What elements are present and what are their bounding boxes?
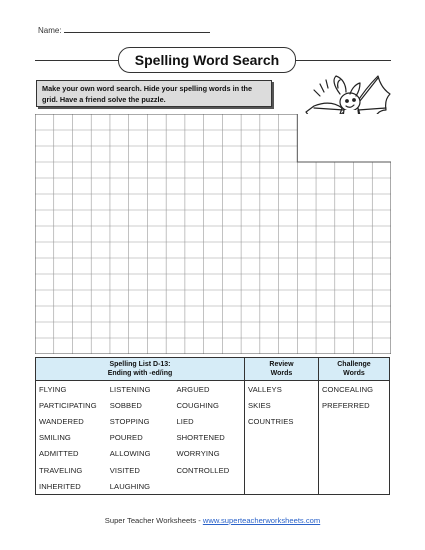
word-cell [244, 446, 318, 462]
word-cell: PREFERRED [318, 397, 389, 413]
word-cell: VISITED [109, 465, 140, 475]
name-field[interactable] [38, 25, 210, 35]
word-cell: POURED [109, 433, 143, 443]
table-row [36, 462, 390, 478]
word-cell: INHERITED [36, 478, 107, 495]
word-cell: STOPPING [109, 416, 150, 426]
word-cell: VALLEYS [244, 381, 318, 398]
word-cell: COUGHING [176, 400, 220, 410]
word-cell: CONTROLLED [176, 465, 230, 475]
name-line[interactable] [64, 25, 210, 33]
word-cell: LAUGHING [107, 478, 174, 495]
spelling-word-table [35, 357, 390, 495]
word-search-grid[interactable] [35, 114, 391, 354]
word-cell [318, 446, 389, 462]
page-title: Spelling Word Search [118, 47, 296, 73]
footer [0, 516, 425, 525]
word-cell [244, 430, 318, 446]
table-row [36, 446, 390, 462]
footer-text: Super Teacher Worksheets - [104, 516, 203, 525]
word-cell: CONCEALING [318, 381, 389, 398]
word-cell [244, 462, 318, 478]
word-cell: ADMITTED [36, 446, 107, 462]
word-cell [318, 430, 389, 446]
challenge-words-header: Challenge Words [318, 358, 389, 381]
word-cell: ALLOWING [109, 449, 151, 459]
word-cell [318, 478, 389, 495]
word-cell: LIED [176, 416, 194, 426]
word-cell [318, 413, 389, 429]
table-row [36, 478, 390, 495]
word-cell: SKIES [244, 397, 318, 413]
spelling-list-header: Spelling List D-13: Ending with -ed/ing [36, 358, 245, 381]
word-cell [173, 478, 244, 495]
table-row [36, 430, 390, 446]
table-row [36, 413, 390, 429]
word-cell: FLYING [36, 381, 107, 398]
word-cell: COUNTRIES [244, 413, 318, 429]
word-cell: TRAVELING [36, 462, 107, 478]
word-cell: LISTENING [109, 384, 151, 394]
word-cell: ARGUED [176, 384, 210, 394]
word-cell [318, 462, 389, 478]
word-cell: WORRYING [176, 449, 220, 459]
name-label: Name: [38, 26, 62, 35]
review-words-header: Review Words [244, 358, 318, 381]
word-cell: PARTICIPATING [36, 397, 107, 413]
instructions-box: Make your own word search. Hide your spelling words in the grid. Have a friend solve the puzzle. [36, 80, 272, 107]
word-cell: SMILING [36, 430, 107, 446]
table-row [36, 381, 390, 398]
word-cell: WANDERED [36, 413, 107, 429]
word-cell: SHORTENED [176, 433, 225, 443]
word-cell [244, 478, 318, 495]
word-cell: SOBBED [109, 400, 142, 410]
footer-link[interactable]: www.superteacherworksheets.com [202, 516, 321, 525]
table-row [36, 397, 390, 413]
